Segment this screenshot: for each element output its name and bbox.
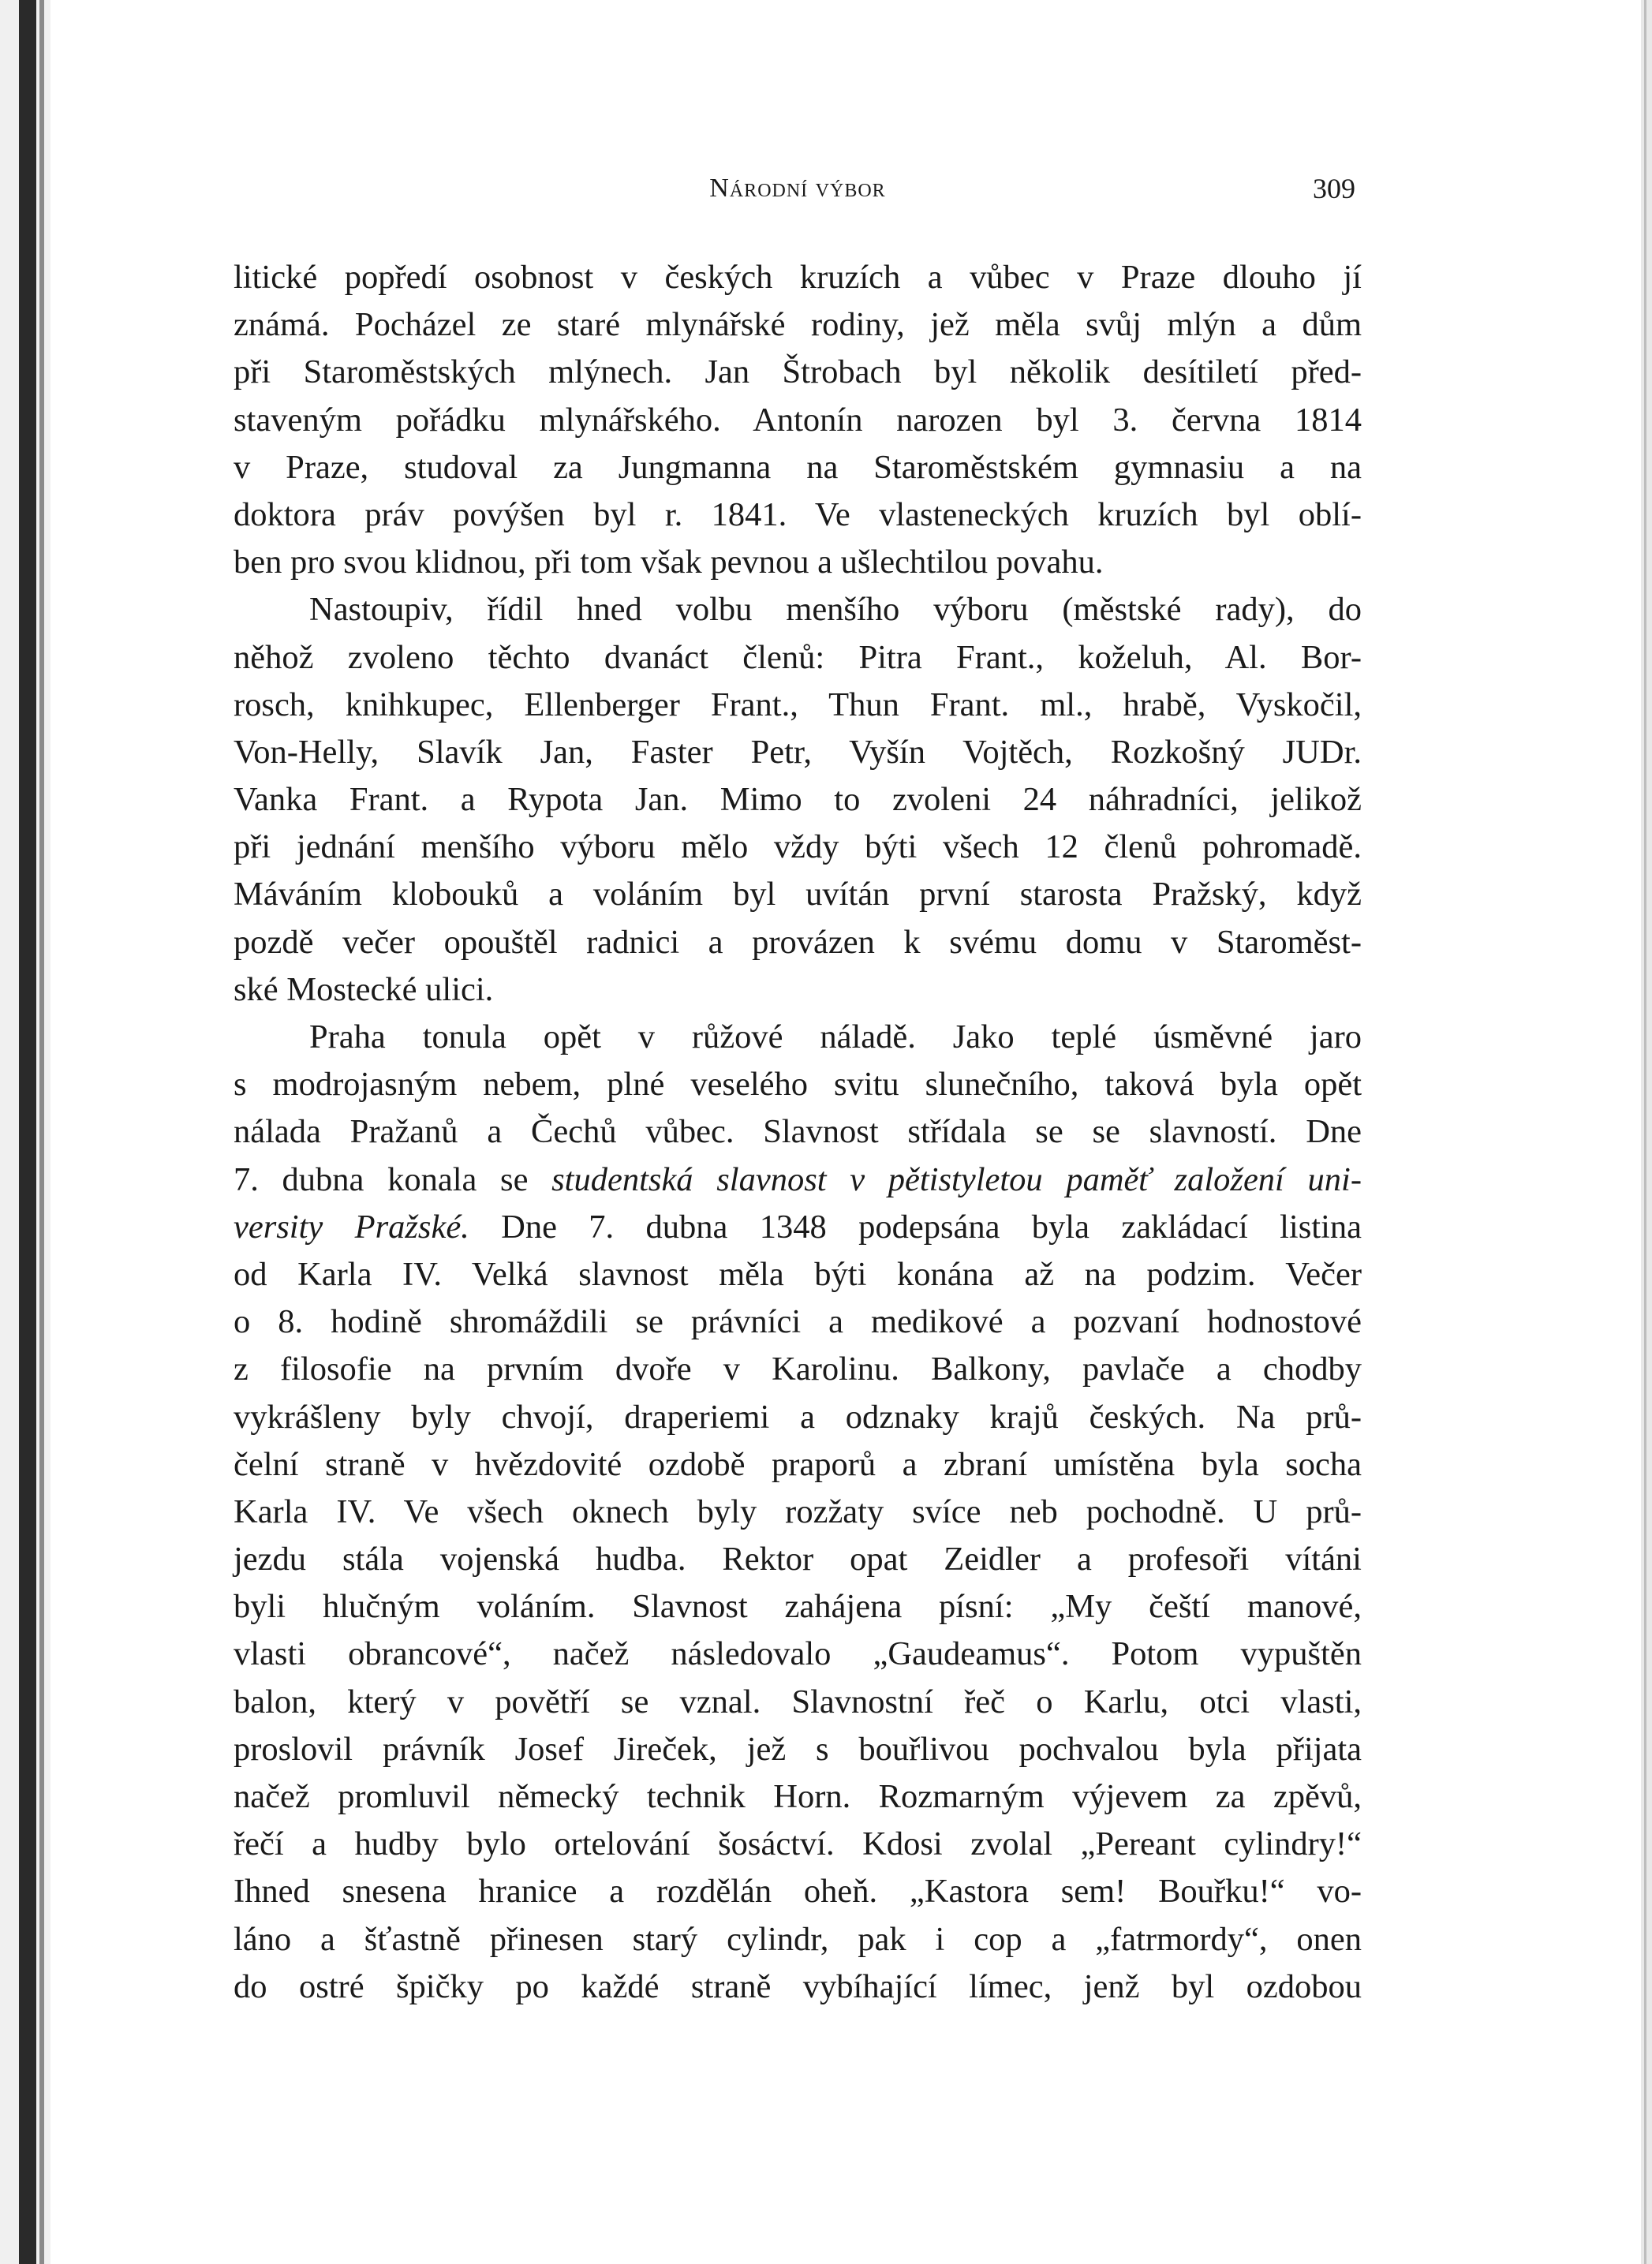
text-line: načež promluvil německý technik Horn. Rozmarným výjevem za zpěvů,	[234, 1778, 1362, 1815]
text-line: balon, který v povětří se vznal. Slavnostní řeč o Karlu, otci vlasti,	[234, 1683, 1362, 1720]
binding-shadow-inner	[39, 0, 44, 2264]
text-line: staveným pořádku mlynářského. Antonín narozen byl 3. června 1814	[234, 401, 1362, 439]
text-line: čelní straně v hvězdovité ozdobě praporů a zbraní umístěna byla socha	[234, 1445, 1362, 1483]
text-line: něhož zvoleno těchto dvanáct členů: Pitra Frant., koželuh, Al. Bor-	[234, 638, 1362, 676]
text-line: ské Mostecké ulici.	[234, 970, 494, 1008]
text-fragment: 7. dubna konala se	[234, 1160, 552, 1198]
text-line: Máváním klobouků a voláním byl uvítán první starosta Pražský, když	[234, 876, 1362, 913]
text-line: z filosofie na prvním dvoře v Karolinu. Balkony, pavlače a chodby	[234, 1351, 1362, 1388]
text-line: proslovil právník Josef Jireček, jež s bouřlivou pochvalou byla přijata	[234, 1730, 1362, 1768]
text-line: ben pro svou klidnou, při tom však pevnou a ušlechtilou povahu.	[234, 544, 1104, 581]
text-line: Von-Helly, Slavík Jan, Faster Petr, Vyšín Vojtěch, Rozkošný JUDr.	[234, 733, 1362, 771]
text-line: při Staroměstských mlýnech. Jan Štrobach byl několik desítiletí před-	[234, 353, 1362, 391]
italic-title-fragment: studentská slavnost v pětistyletou paměť založení uni-	[551, 1160, 1362, 1198]
text-line: do ostré špičky po každé straně vybíhající límec, jenž byl ozdobou	[234, 1967, 1362, 2005]
text-line: Ihned snesena hranice a rozdělán oheň. „Kastora sem! Bouřku!“ vo-	[234, 1873, 1362, 1911]
text-line: řečí a hudby bylo ortelování šosáctví. Kdosi zvolal „Pereant cylindry!“	[234, 1825, 1362, 1863]
text-line: o 8. hodině shromáždili se právníci a medikové a pozvaní hodnostové	[234, 1303, 1362, 1341]
binding-shadow	[19, 0, 36, 2264]
text-line: byli hlučným voláním. Slavnost zahájena písní: „My čeští manové,	[234, 1588, 1362, 1626]
scan-binding-edge	[0, 0, 50, 2264]
text-line: pozdě večer opouštěl radnici a provázen k svému domu v Staroměst-	[234, 923, 1362, 961]
text-line: od Karla IV. Velká slavnost měla býti konána až na podzim. Večer	[234, 1255, 1362, 1293]
text-line: v Praze, studoval za Jungmanna na Staroměstském gymnasiu a na	[234, 448, 1362, 486]
running-head-title: Národní výbor	[709, 174, 886, 203]
page-edge-line	[1644, 0, 1646, 2264]
text-line: nálada Pražanů a Čechů vůbec. Slavnost střídala se se slavností. Dne	[234, 1113, 1362, 1151]
text-line: známá. Pocházel ze staré mlynářské rodiny, jež měla svůj mlýn a dům	[234, 306, 1362, 344]
running-head	[234, 169, 1362, 213]
text-line: láno a šťastně přinesen starý cylindr, pak i cop a „fatrmordy“, onen	[234, 1920, 1362, 1958]
text-line: litické popředí osobnost v českých kruzích a vůbec v Praze dlouho jí	[234, 259, 1362, 296]
text-line: při jednání menšího výboru mělo vždy býti všech 12 členů pohromadě.	[234, 828, 1362, 866]
text-fragment: Dne 7. dubna 1348 podepsána byla zakládací listina	[469, 1208, 1362, 1246]
text-line: rosch, knihkupec, Ellenberger Frant., Thun Frant. ml., hrabě, Vyskočil,	[234, 686, 1362, 723]
text-line: s modrojasným nebem, plné veselého svitu slunečního, taková byla opět	[234, 1066, 1362, 1104]
text-line: Karla IV. Ve všech oknech byly rozžaty svíce neb pochodně. U prů-	[234, 1493, 1362, 1530]
body-text	[234, 254, 1362, 2011]
scan-right-edge	[1641, 0, 1652, 2264]
page-number: 309	[1313, 173, 1355, 204]
text-line: vykrášleny byly chvojí, draperiemi a odznaky krajů českých. Na prů-	[234, 1398, 1362, 1436]
text-line-mixed	[234, 1156, 1362, 1204]
paragraph-start-line: Nastoupiv, řídil hned volbu menšího výboru (městské rady), do	[309, 591, 1362, 629]
paragraph-start-line: Praha tonula opět v růžové náladě. Jako teplé úsměvné jaro	[309, 1018, 1362, 1055]
italic-title-fragment: versity Pražské.	[234, 1208, 469, 1246]
text-line: doktora práv povýšen byl r. 1841. Ve vlasteneckých kruzích byl oblí-	[234, 495, 1362, 533]
text-line-mixed	[234, 1204, 1362, 1251]
text-line: jezdu stála vojenská hudba. Rektor opat Zeidler a profesoři vítáni	[234, 1541, 1362, 1578]
text-line: vlasti obrancové“, načež následovalo „Gaudeamus“. Potom vypuštěn	[234, 1635, 1362, 1673]
text-line: Vanka Frant. a Rypota Jan. Mimo to zvoleni 24 náhradníci, jelikož	[234, 781, 1362, 819]
